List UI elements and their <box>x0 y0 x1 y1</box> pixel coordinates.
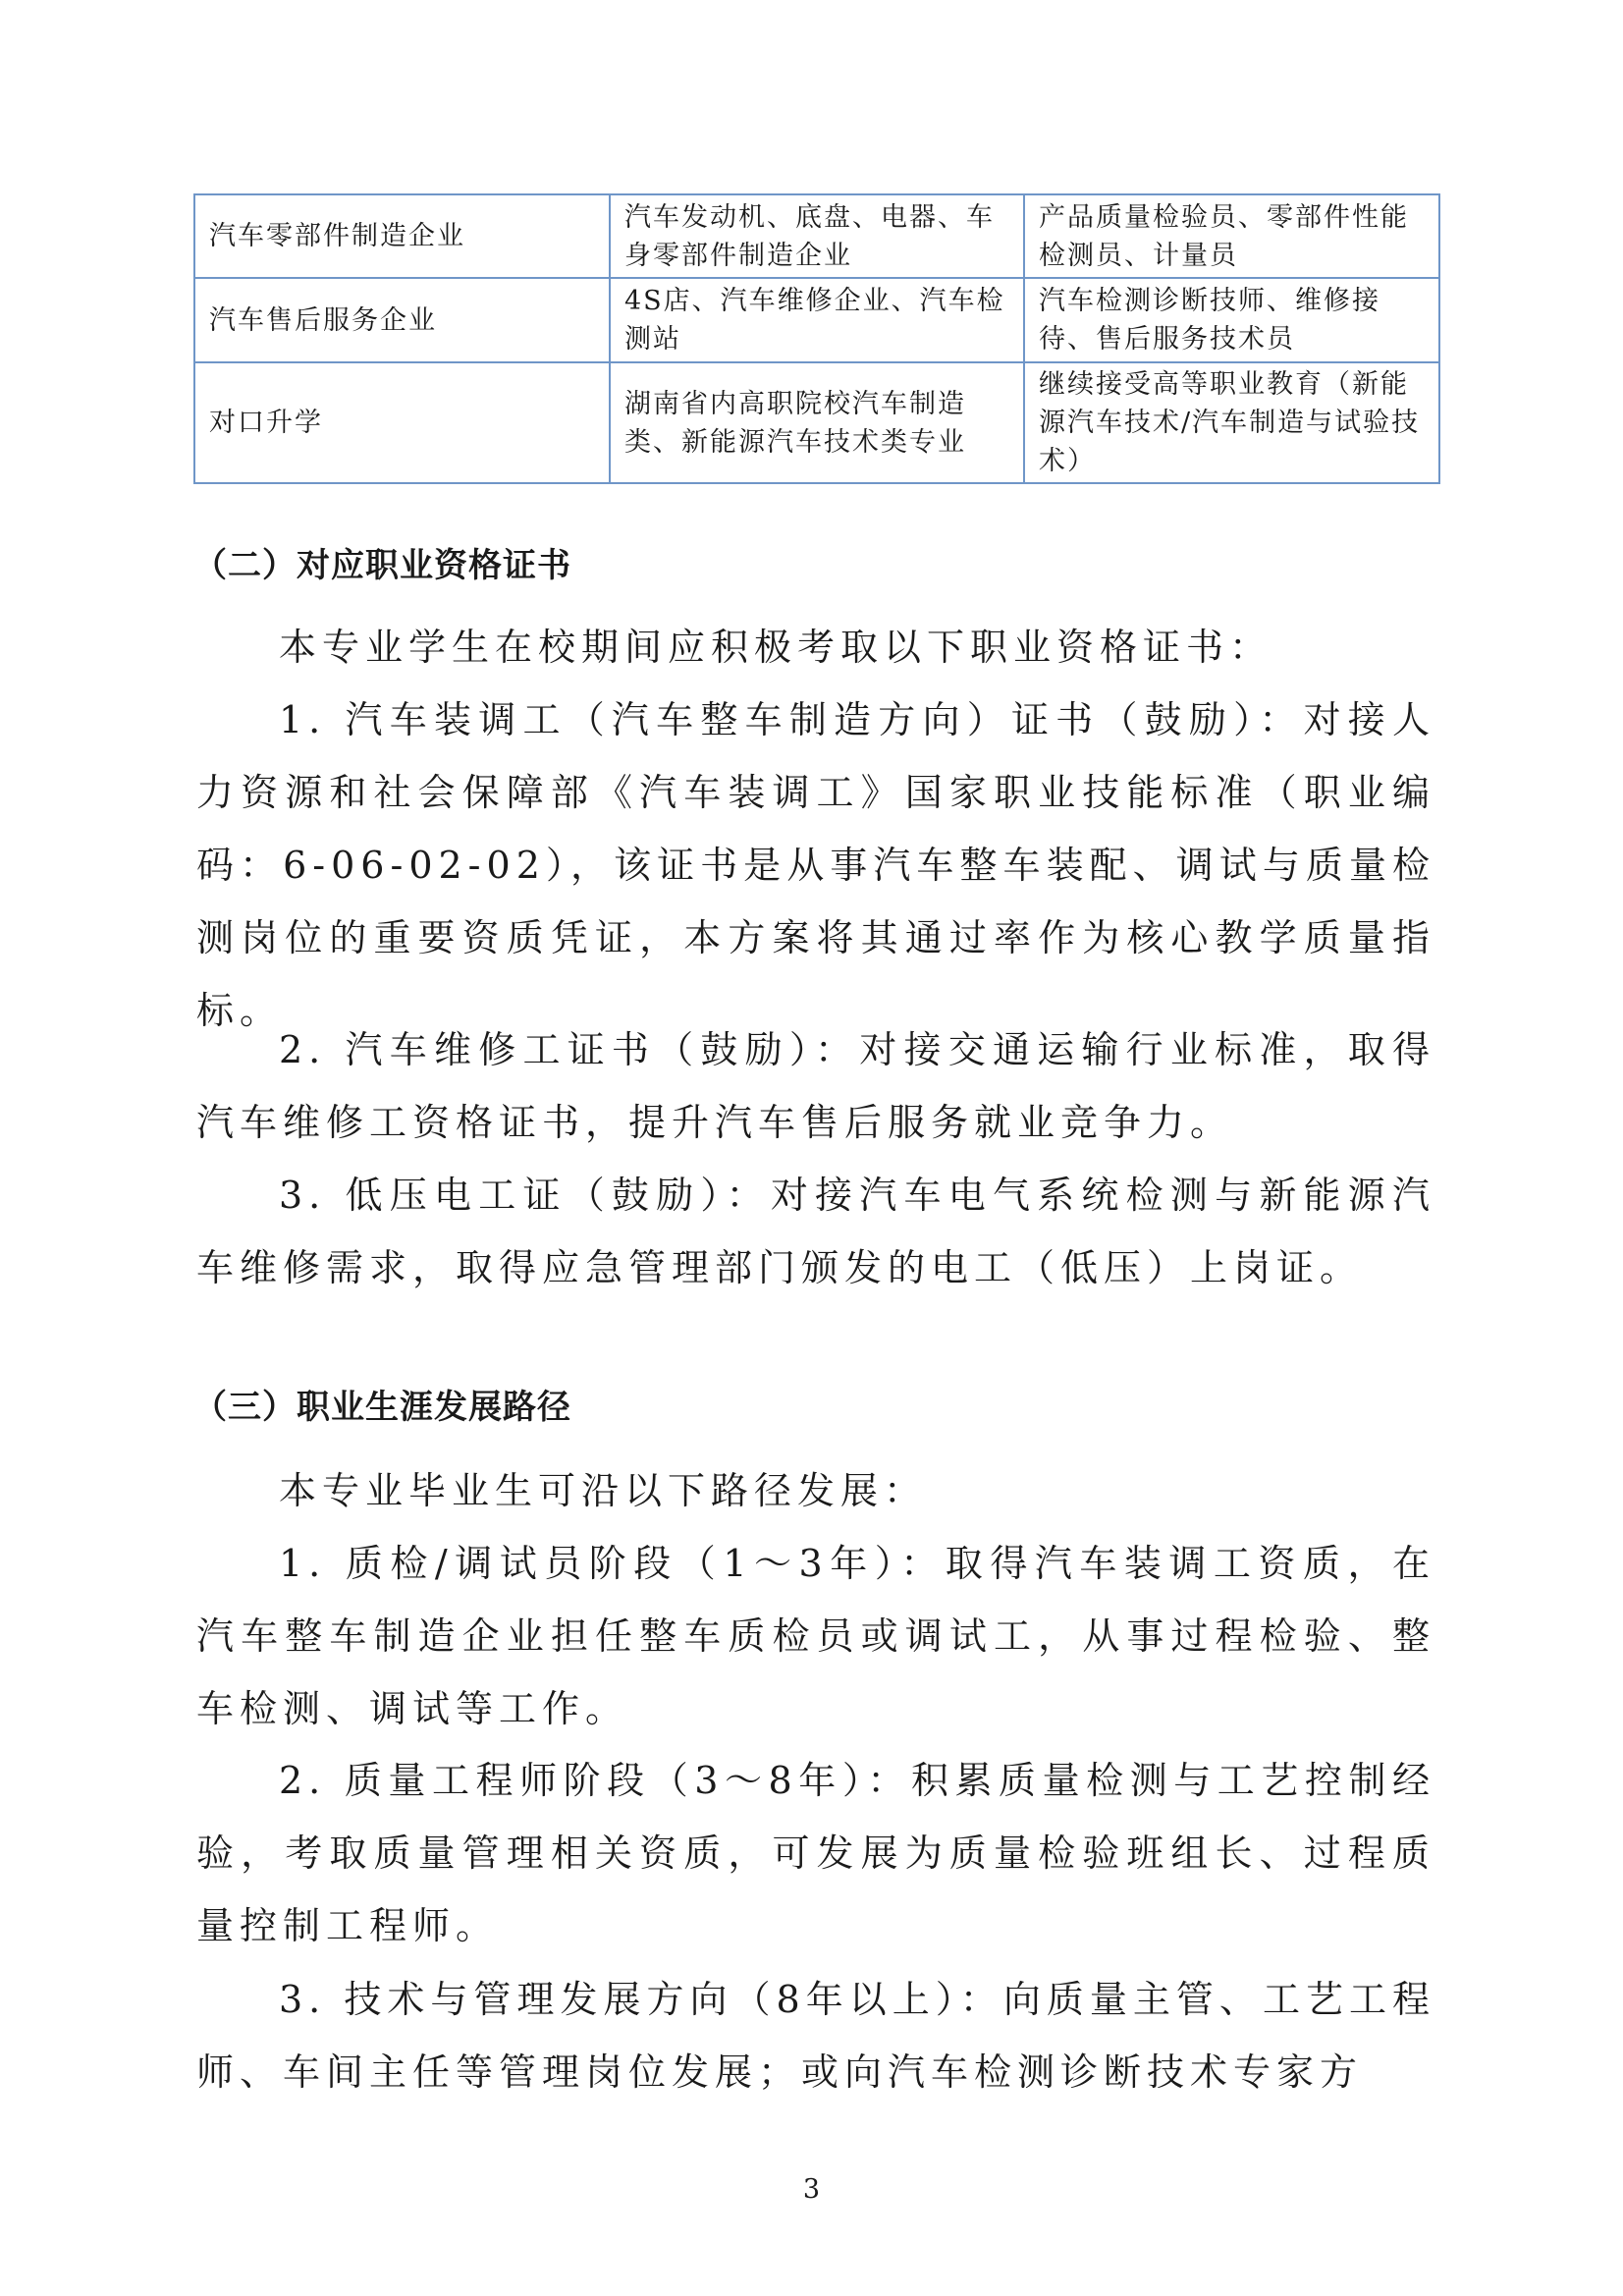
paragraph: 1. 汽车装调工（汽车整车制造方向）证书（鼓励）：对接人力资源和社会保障部《汽车装调工》国家职业技能标准（职业编码：6-06-02-02），该证书是从事汽车整车装配、调试与质量检测岗位的重要资质凭证，本方案将其通过率作为核心教学质量指标。 <box>196 698 1435 1032</box>
paragraph: 1. 质检/调试员阶段（1～3年）：取得汽车装调工资质，在汽车整车制造企业担任整车质检员或调试工，从事过程检验、整车检测、调试等工作。 <box>196 1542 1435 1730</box>
table-cell-position: 汽车检测诊断技师、维修接待、售后服务技术员 <box>1024 278 1439 362</box>
table-cell-industry: 汽车零部件制造企业 <box>194 194 610 278</box>
table-cell-industry: 对口升学 <box>194 362 610 483</box>
paragraph: 2. 汽车维修工证书（鼓励）：对接交通运输行业标准，取得汽车维修工资格证书，提升汽车售后服务就业竞争力。 <box>196 1028 1435 1144</box>
page-number: 3 <box>802 2174 821 2205</box>
section-heading-certificates: （二）对应职业资格证书 <box>193 546 571 585</box>
table-cell-industry: 汽车售后服务企业 <box>194 278 610 362</box>
section-heading-career-path: （三）职业生涯发展路径 <box>193 1388 571 1427</box>
paragraph: 本专业毕业生可沿以下路径发展： <box>279 1469 928 1512</box>
paragraph: 2. 质量工程师阶段（3～8年）：积累质量检测与工艺控制经验，考取质量管理相关资质，可发展为质量检验班组长、过程质量控制工程师。 <box>196 1759 1435 1947</box>
paragraph: 本专业学生在校期间应积极考取以下职业资格证书： <box>279 626 1273 669</box>
table-row <box>194 278 1439 362</box>
table-cell-enterprise: 4S店、汽车维修企业、汽车检测站 <box>610 278 1024 362</box>
table-cell-enterprise: 湖南省内高职院校汽车制造类、新能源汽车技术类专业 <box>610 362 1024 483</box>
paragraph: 3. 低压电工证（鼓励）：对接汽车电气系统检测与新能源汽车维修需求，取得应急管理部门颁发的电工（低压）上岗证。 <box>196 1174 1435 1289</box>
table-row <box>194 362 1439 483</box>
table-cell-position: 产品质量检验员、零部件性能检测员、计量员 <box>1024 194 1439 278</box>
career-table <box>193 193 1440 484</box>
table-cell-position: 继续接受高等职业教育（新能源汽车技术/汽车制造与试验技术） <box>1024 362 1439 483</box>
table-cell-enterprise: 汽车发动机、底盘、电器、车身零部件制造企业 <box>610 194 1024 278</box>
paragraph: 3. 技术与管理发展方向（8年以上）：向质量主管、工艺工程师、车间主任等管理岗位发展；或向汽车检测诊断技术专家方 <box>196 1978 1435 2094</box>
table-row <box>194 194 1439 278</box>
